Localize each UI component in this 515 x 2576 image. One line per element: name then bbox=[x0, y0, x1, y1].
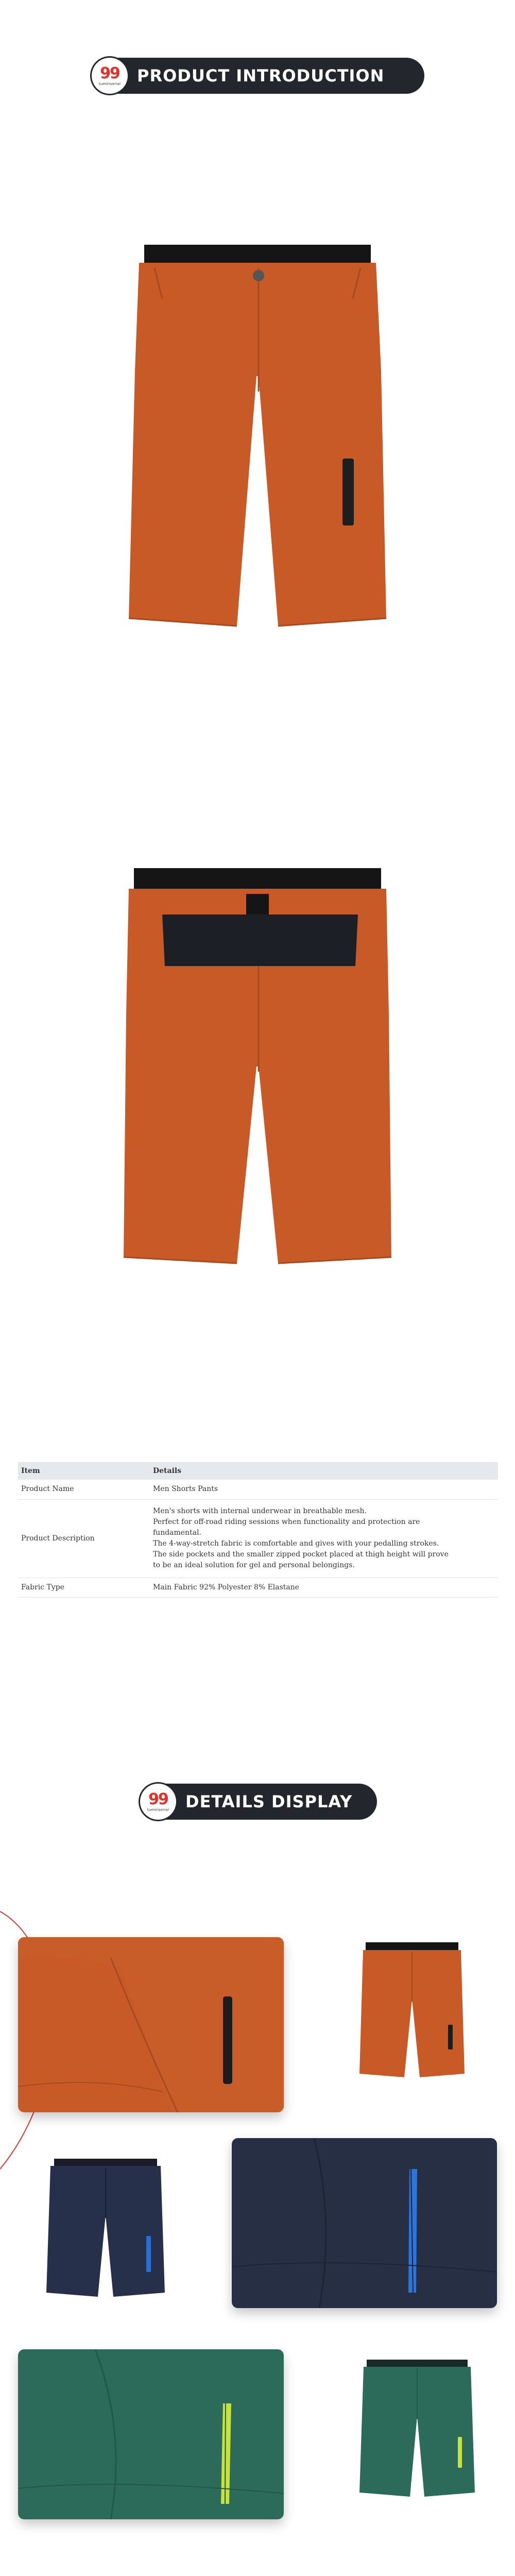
spec-table bbox=[18, 1462, 498, 1598]
spec-details-line: The side pockets and the smaller zipped pocket placed at thigh height will prove bbox=[153, 1550, 449, 1558]
table-row bbox=[18, 1578, 498, 1597]
table-row bbox=[18, 1499, 498, 1578]
table-row bbox=[18, 1480, 498, 1499]
navy-closeup-image bbox=[232, 2138, 497, 2308]
spec-item-cell: Fabric Type bbox=[18, 1578, 150, 1597]
spec-item-cell: Product Name bbox=[18, 1480, 150, 1499]
spec-details-line: fundamental. bbox=[153, 1529, 202, 1537]
shorts-back-image bbox=[124, 845, 391, 1273]
orange-closeup-image bbox=[18, 1937, 284, 2112]
brand-logo bbox=[92, 58, 128, 94]
spec-details-line: Men's shorts with internal underwear in breathable mesh. bbox=[153, 1507, 367, 1515]
green-closeup-image bbox=[18, 2349, 284, 2519]
spec-details-line: The 4-way-stretch fabric is comfortable and gives with your pedalling strokes. bbox=[153, 1539, 439, 1548]
brand-logo-text: tumiriserial bbox=[98, 81, 121, 86]
spec-details-cell bbox=[150, 1499, 498, 1578]
spec-header-details: Details bbox=[150, 1462, 498, 1480]
spec-details-line: to be an ideal solution for gel and personal belongings. bbox=[153, 1561, 355, 1569]
spec-table-header bbox=[18, 1462, 498, 1480]
spec-details-cell: Men Shorts Pants bbox=[150, 1480, 498, 1499]
shorts-front-image bbox=[124, 216, 391, 639]
shorts-navy-thumb bbox=[41, 2154, 170, 2303]
spec-details-line: Perfect for off-road riding sessions when functionality and protection are bbox=[153, 1518, 420, 1526]
intro-title: PRODUCT INTRODUCTION bbox=[137, 66, 385, 86]
spec-details-cell: Main Fabric 92% Polyester 8% Elastane bbox=[150, 1578, 498, 1597]
intro-header bbox=[92, 58, 424, 94]
details-title: DETAILS DISPLAY bbox=[185, 1792, 353, 1811]
brand-logo-number: 99 bbox=[148, 1790, 168, 1808]
brand-logo bbox=[140, 1784, 176, 1820]
brand-logo-number: 99 bbox=[100, 64, 119, 82]
detail-card-navy-closeup bbox=[232, 2138, 497, 2308]
detail-card-green-closeup bbox=[18, 2349, 284, 2519]
spec-item-cell: Product Description bbox=[18, 1499, 150, 1578]
brand-logo-text: tumiriserial bbox=[147, 1807, 169, 1812]
spec-header-item: Item bbox=[18, 1462, 150, 1480]
shorts-green-thumb bbox=[355, 2354, 479, 2504]
shorts-orange-thumb bbox=[355, 1937, 469, 2087]
details-header bbox=[140, 1784, 377, 1820]
detail-card-orange-closeup bbox=[18, 1937, 284, 2112]
